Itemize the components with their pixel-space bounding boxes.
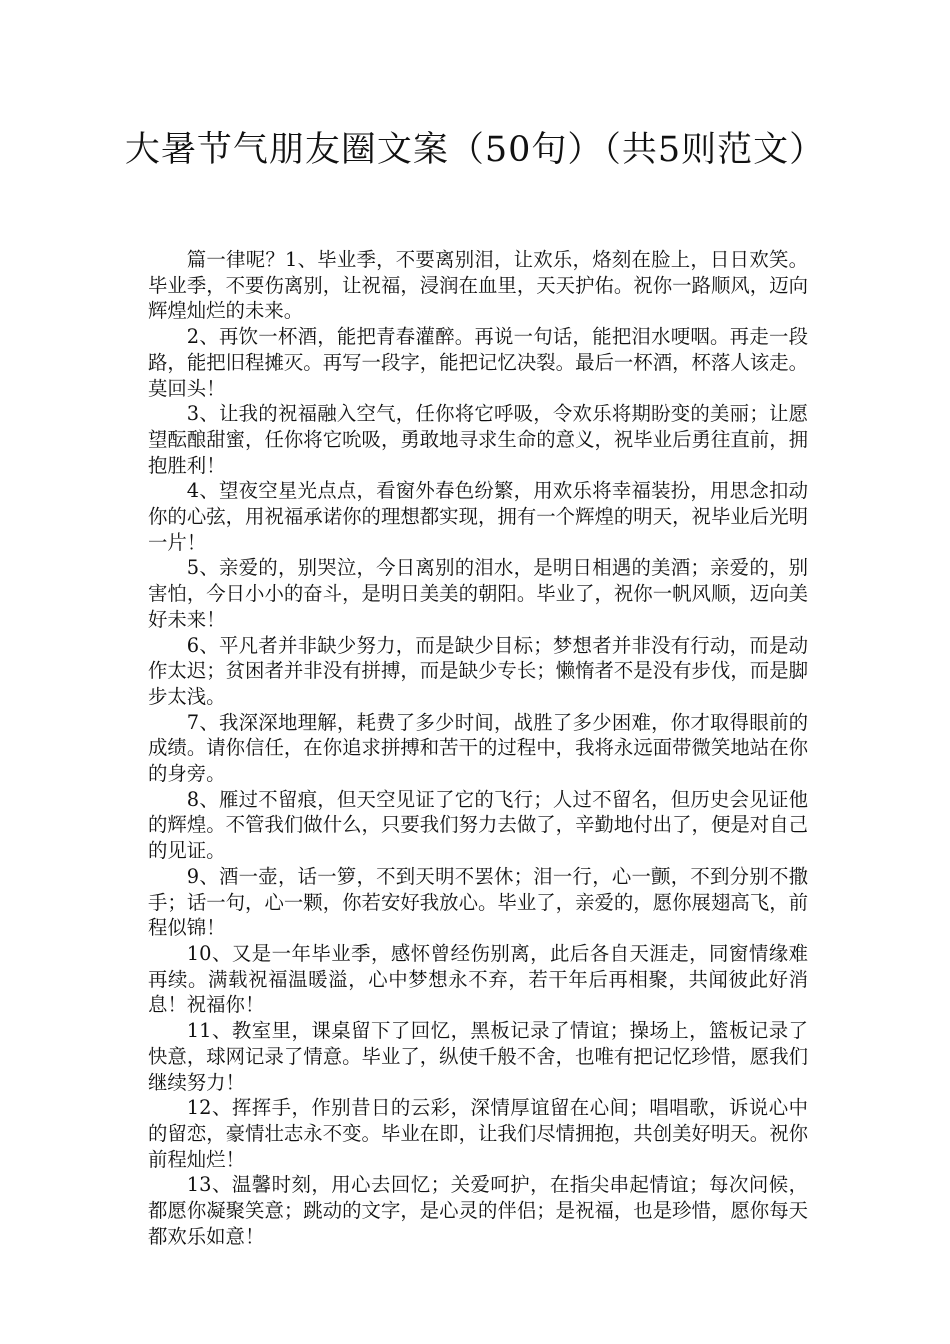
paragraph-6: 6、平凡者并非缺少努力，而是缺少目标；梦想者并非没有行动，而是动作太迟；贫困者并非没有拼搏，而是缺少专长；懒惰者不是没有步伐，而是脚步太浅。 [148,633,808,708]
paragraph-7: 7、我深深地理解，耗费了多少时间，战胜了多少困难，你才取得眼前的成绩。请你信任，在你追求拼搏和苦干的过程中，我将永远面带微笑地站在你的身旁。 [148,710,808,786]
paragraph-12: 12、挥挥手，作别昔日的云彩，深情厚谊留在心间；唱唱歌，诉说心中的留恋，豪情壮志永不变。毕业在即，让我们尽情拥抱，共创美好明天。祝你前程灿烂！ [148,1096,808,1171]
paragraph-3: 3、让我的祝福融入空气，任你将它呼吸，令欢乐将期盼变的美丽；让愿望酝酿甜蜜，任你将它吮吸，勇敢地寻求生命的意义，祝毕业后勇往直前，拥抱胜利！ [148,402,808,477]
document-title: 大暑节气朋友圈文案（50句）（共5则范文） [124,130,826,170]
paragraph-10: 10、又是一年毕业季，感怀曾经伤别离，此后各自天涯走，同窗情缘难再续。满载祝福温暖溢，心中梦想永不弃，若干年后再相聚，共闻彼此好消息！祝福你！ [148,941,808,1017]
paragraph-13: 13、温馨时刻，用心去回忆；关爱呵护，在指尖串起情谊；每次问候，都愿你凝聚笑意；跳动的文字，是心灵的伴侣；是祝福，也是珍惜，愿你每天都欢乐如意！ [148,1173,808,1248]
paragraph-5: 5、亲爱的，别哭泣，今日离别的泪水，是明日相遇的美酒；亲爱的，别害怕，今日小小的奋斗，是明日美美的朝阳。毕业了，祝你一帆风顺，迈向美好未来！ [148,556,808,631]
paragraph-11: 11、教室里，课桌留下了回忆，黑板记录了情谊；操场上，篮板记录了快意，球网记录了情意。毕业了，纵使千般不舍，也唯有把记忆珍惜，愿我们继续努力！ [148,1019,808,1094]
paragraph-8: 8、雁过不留痕，但天空见证了它的飞行；人过不留名，但历史会见证他的辉煌。不管我们做什么，只要我们努力去做了，辛勤地付出了，便是对自己的见证。 [148,787,808,863]
paragraph-intro-1: 篇一律呢？1、毕业季，不要离别泪，让欢乐，烙刻在脸上，日日欢笑。毕业季，不要伤离别，让祝福，浸润在血里，天天护佑。祝你一路顺风，迈向辉煌灿烂的未来。 [148,248,808,323]
paragraph-4: 4、望夜空星光点点，看窗外春色纷繁，用欢乐将幸福装扮，用思念扣动你的心弦，用祝福承诺你的理想都实现，拥有一个辉煌的明天，祝毕业后光明一片！ [148,479,808,554]
document-body [148,247,808,1249]
paragraph-2: 2、再饮一杯酒，能把青春灌醉。再说一句话，能把泪水哽咽。再走一段路，能把旧程摊灭。再写一段字，能把记忆决裂。最后一杯酒，杯落人该走。莫回头！ [148,325,808,400]
paragraph-9: 9、酒一壶，话一箩，不到天明不罢休；泪一行，心一颤，不到分别不撒手；话一句，心一颗，你若安好我放心。毕业了，亲爱的，愿你展翅高飞，前程似锦！ [148,864,808,940]
